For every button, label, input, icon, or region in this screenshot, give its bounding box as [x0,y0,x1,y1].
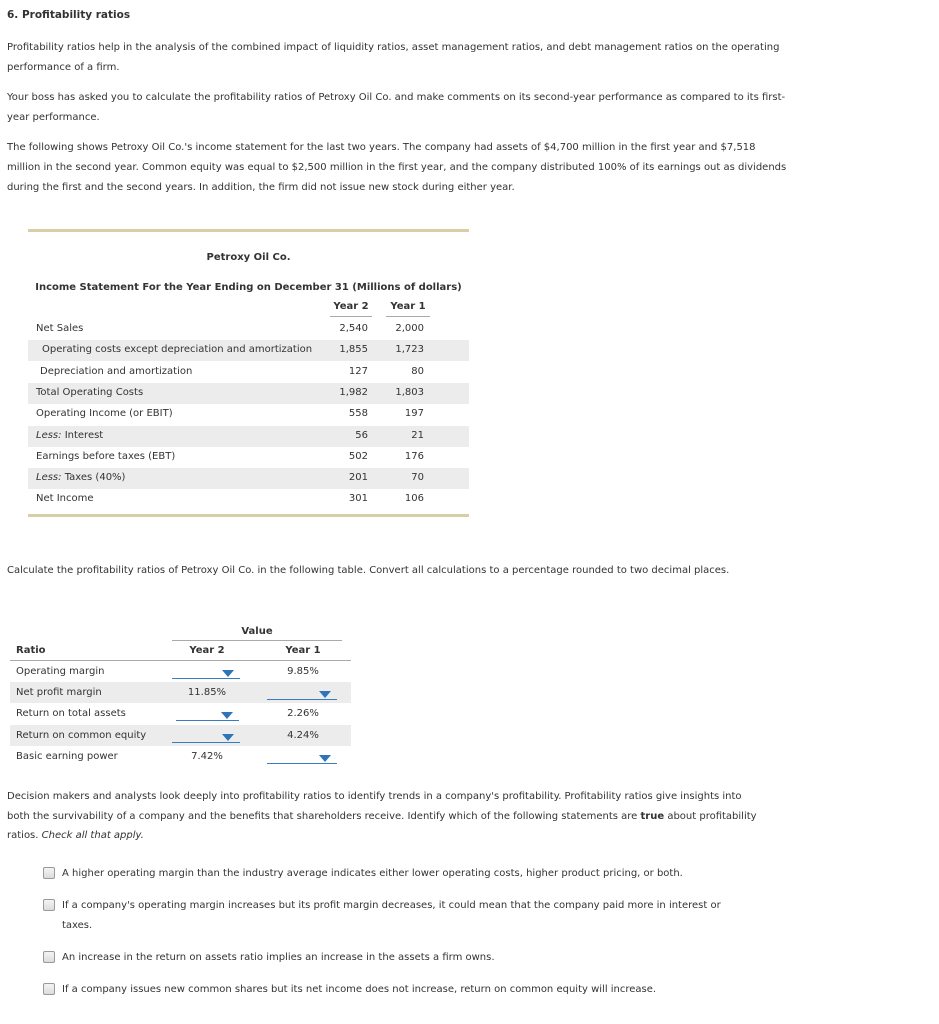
year2-answer-dropdown[interactable] [176,706,239,721]
statement-value-year2: 127 [348,366,368,377]
ratio-row-label: Net profit margin [16,687,102,698]
year2-answer-dropdown[interactable] [172,664,240,679]
statement-value-year1: 21 [411,430,424,441]
statement-row-label [36,451,175,462]
statement-row-label [36,493,94,504]
decision-line-2 [7,811,757,822]
statement-value-year1: 70 [411,472,424,483]
statement-row-label [40,366,192,377]
chevron-down-icon [222,734,234,741]
statement-subtitle: Income Statement For the Year Ending on December 31 (Millions of dollars) [35,282,462,293]
company-name: Petroxy Oil Co. [206,252,291,263]
decision-line-2-end: about profitability [664,811,757,822]
statement-value-year1: 1,723 [395,344,424,355]
statement-col-year1: Year 1 [390,301,426,312]
statement-row-label-text: Total Operating Costs [36,387,144,398]
statement-row-label-text: Depreciation and amortization [40,366,193,377]
statement-label-2-cont: taxes. [62,920,93,931]
year2-answer-dropdown[interactable] [172,728,240,743]
statement-col-year2: Year 2 [333,301,369,312]
section-title: 6. Profitability ratios [7,9,131,21]
statement-value-year1: 106 [404,493,424,504]
year1-answer-dropdown[interactable] [267,749,337,764]
statement-value-year1: 197 [404,408,424,419]
statement-checkbox-1[interactable] [43,867,55,879]
statement-label-3: An increase in the return on assets ratio implies an increase in the assets a firm owns. [62,952,495,963]
statement-checkbox-2[interactable] [43,899,55,911]
chevron-down-icon [221,712,233,719]
statement-row-label-text: Earnings before taxes (EBT) [36,451,176,462]
year1-underline [386,316,430,317]
statement-row-label [36,408,173,419]
statement-value-year1: 1,803 [395,387,424,398]
decision-line-3 [7,830,144,841]
intro-paragraph-3: The following shows Petroxy Oil Co.'s income statement for the last two years. The company had assets of $4,700 million in the first year and $7,518 million in the second year. Common equity was equal to $2,500 million in the first year, and the company distributed 100% of its earnings out as dividends during the first and the second years. In addition, the firm did not issue new stock during either year. [7,142,787,193]
statement-row-label-text: Taxes (40%) [61,472,126,483]
calc-instruction: Calculate the profitability ratios of Petroxy Oil Co. in the following table. Convert all calculations to a percentage rounded to two decimal places. [7,565,730,576]
decision-line-3-text: ratios. [7,830,42,841]
intro-paragraph-2: Your boss has asked you to calculate the profitability ratios of Petroxy Oil Co. and make comments on its second-year performance as compared to its first-year performance. [7,92,786,123]
statement-value-year2: 301 [348,493,368,504]
less-prefix: Less: [36,430,62,441]
ratio-header-rule [10,660,351,661]
statement-row-label [36,387,143,398]
statement-row-label [36,323,83,334]
statement-checkbox-4[interactable] [43,983,55,995]
ratio-row-label: Basic earning power [16,751,118,762]
ratio-row-label: Return on total assets [16,708,126,719]
decision-true-emphasis: true [640,811,665,822]
statement-value-year2: 1,855 [339,344,368,355]
check-all-instruction: Check all that apply. [41,830,144,841]
ratio-value-year2: 7.42% [191,751,223,762]
statement-row-label [36,472,125,483]
statement-value-year2: 1,982 [339,387,368,398]
statement-row-label [36,430,103,441]
statement-value-year2: 558 [348,408,368,419]
ratio-value-year2: 11.85% [187,687,227,698]
statement-value-year1: 80 [411,366,424,377]
statement-row-label-text: Net Sales [36,323,84,334]
statement-row-label [42,344,312,355]
statement-value-year2: 56 [355,430,368,441]
ratio-value-year1: 9.85% [287,666,319,677]
statement-value-year2: 201 [348,472,368,483]
ratio-col-year1: Year 1 [285,645,321,656]
chevron-down-icon [222,670,234,677]
statement-row-label-text: Interest [61,430,104,441]
statement-top-rule [28,229,469,232]
ratio-value-year1: 2.26% [287,708,319,719]
ratio-row-label: Return on common equity [16,730,147,741]
statement-row-label-text: Operating Income (or EBIT) [36,408,173,419]
statement-value-year1: 176 [404,451,424,462]
statement-row-label-text: Operating costs except depreciation and amortization [42,344,313,355]
statement-value-year2: 2,540 [339,323,368,334]
ratio-row-label: Operating margin [16,666,105,677]
ratio-col-year2: Year 2 [189,645,225,656]
intro-paragraph-1: Profitability ratios help in the analysis of the combined impact of liquidity ratios, asset management ratios, and debt management ratios on the operating performance of a firm. [7,42,780,73]
statement-label-1: A higher operating margin than the industry average indicates either lower operating costs, higher product pricing, or both. [62,868,683,879]
decision-line-1: Decision makers and analysts look deeply into profitability ratios to identify trends in a company's profitability. Profitability ratios give insights into [7,791,742,802]
less-prefix: Less: [36,472,62,483]
statement-value-year2: 502 [348,451,368,462]
value-header: Value [241,626,273,637]
decision-line-2-text: both the survivability of a company and the benefits that shareholders receive. Identify which of the following statements are [7,811,641,822]
year1-answer-dropdown[interactable] [267,685,337,700]
statement-bottom-rule [28,514,469,517]
chevron-down-icon [319,691,331,698]
chevron-down-icon [319,755,331,762]
statement-label-2: If a company's operating margin increases but its profit margin decreases, it could mean that the company paid more in interest or [62,900,721,911]
statement-value-year1: 2,000 [395,323,424,334]
value-header-underline [172,640,342,641]
year2-underline [330,316,372,317]
statement-label-4: If a company issues new common shares but its net income does not increase, return on common equity will increase. [62,984,657,995]
statement-row-label-text: Net Income [36,493,94,504]
ratio-col-header: Ratio [16,645,46,656]
statement-checkbox-3[interactable] [43,951,55,963]
ratio-value-year1: 4.24% [287,730,319,741]
